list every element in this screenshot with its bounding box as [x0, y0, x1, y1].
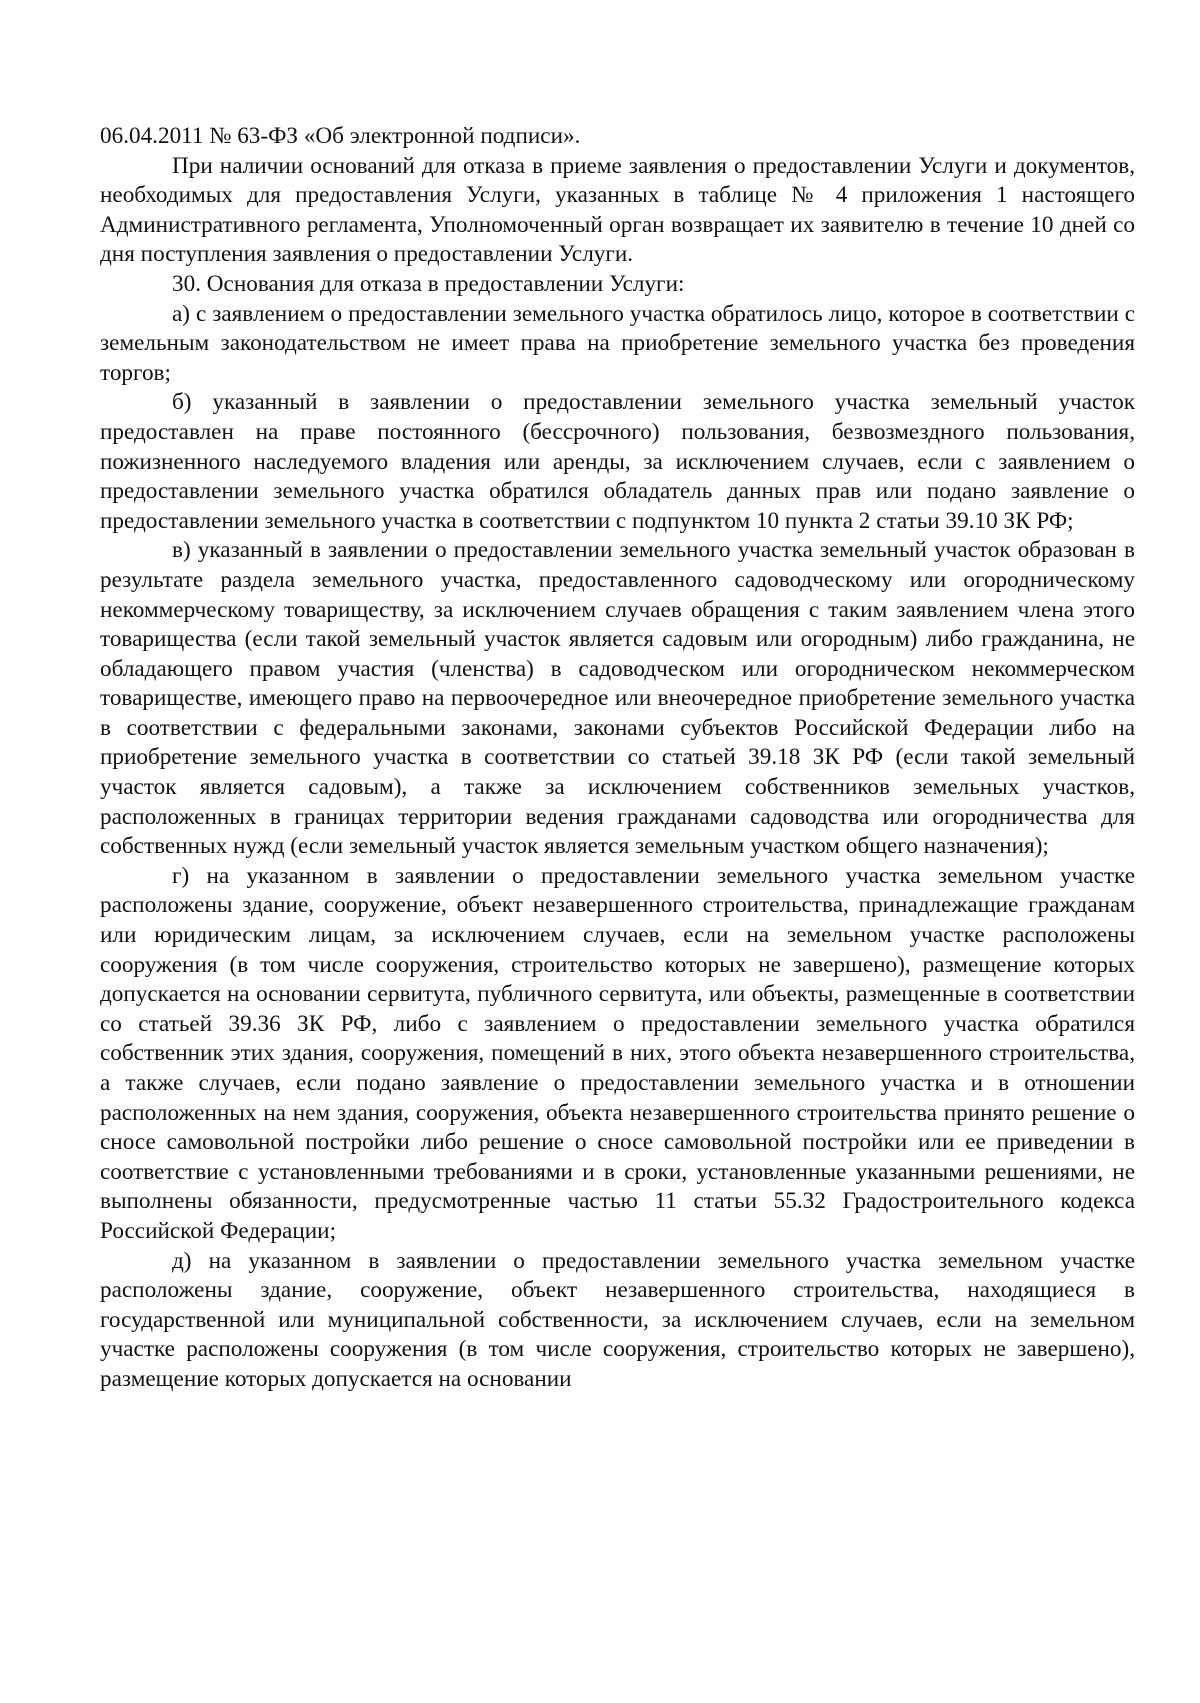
paragraph-law-reference: 06.04.2011 № 63-ФЗ «Об электронной подписи».: [100, 123, 581, 149]
document-page: [100, 122, 1135, 1395]
paragraph-subitem-a: а) с заявлением о предоставлении земельного участка обратилось лицо, которое в соответствии с земельным законодательством не имеет права на приобретение земельного участка без проведения торгов;: [100, 300, 1135, 386]
paragraph-item-30-heading: 30. Основания для отказа в предоставлении Услуги:: [172, 270, 685, 297]
paragraph-return-documents: При наличии оснований для отказа в приеме заявления о предоставлении Услуги и документов, необходимых для предоставления Услуги, указанных в таблице № 4 приложения 1 настоящего Административного регламента, Уполномоченный орган возвращает их заявителю в течение 10 дней со дня поступления заявления о предоставлении Услуги.: [100, 152, 1135, 268]
paragraph-subitem-d: д) на указанном в заявлении о предоставлении земельного участка земельном участке расположены здание, сооружение, объект незавершенного строительства, находящиеся в государственной или муниципальной собственности, за исключением случаев, если на земельном участке расположены сооружения (в том числе сооружения, строительство которых не завершено), размещение которых допускается на основании: [100, 1247, 1135, 1392]
paragraph-subitem-b: б) указанный в заявлении о предоставлении земельного участка земельный участок предоставлен на праве постоянного (бессрочного) пользования, безвозмездного пользования, пожизненного наследуемого владения или аренды, за исключением случаев, если с заявлением о предоставлении земельного участка обратился обладатель данных прав или подано заявление о предоставлении земельного участка в соответствии с подпунктом 10 пункта 2 статьи 39.10 ЗК РФ;: [100, 389, 1135, 534]
paragraph-subitem-v: в) указанный в заявлении о предоставлении земельного участка земельный участок образован в результате раздела земельного участка, предоставленного садоводческому или огородническому некоммерческому товариществу, за исключением случаев обращения с таким заявлением члена этого товарищества (если такой земельный участок является садовым или огородным) либо гражданина, не обладающего правом участия (членства) в садоводческом или огородническом некоммерческом товариществе, имеющего право на первоочередное или внеочередное приобретение земельного участка в соответствии с федеральными законами, законами субъектов Российской Федерации либо на приобретение земельного участка в соответствии со статьей 39.18 ЗК РФ (если такой земельный участок является садовым), а также за исключением собственников земельных участков, расположенных в границах территории ведения гражданами садоводства или огородничества для собственных нужд (если земельный участок является земельным участком общего назначения);: [100, 537, 1135, 860]
paragraph-subitem-g: г) на указанном в заявлении о предоставлении земельного участка земельном участке расположены здание, сооружение, объект незавершенного строительства, принадлежащие гражданам или юридическим лицам, за исключением случаев, если на земельном участке расположены сооружения (в том числе сооружения, строительство которых не завершено), размещение которых допускается на основании сервитута, публичного сервитута, или объекты, размещенные в соответствии со статьей 39.36 ЗК РФ, либо с заявлением о предоставлении земельного участка обратился собственник этих здания, сооружения, помещений в них, этого объекта незавершенного строительства, а также случаев, если подано заявление о предоставлении земельного участка и в отношении расположенных на нем здания, сооружения, объекта незавершенного строительства принято решение о сносе самовольной постройки либо решение о сносе самовольной постройки или ее приведении в соответствие с установленными требованиями и в сроки, установленные указанными решениями, не выполнены обязанности, предусмотренные частью 11 статьи 55.32 Градостроительного кодекса Российской Федерации;: [100, 862, 1135, 1244]
